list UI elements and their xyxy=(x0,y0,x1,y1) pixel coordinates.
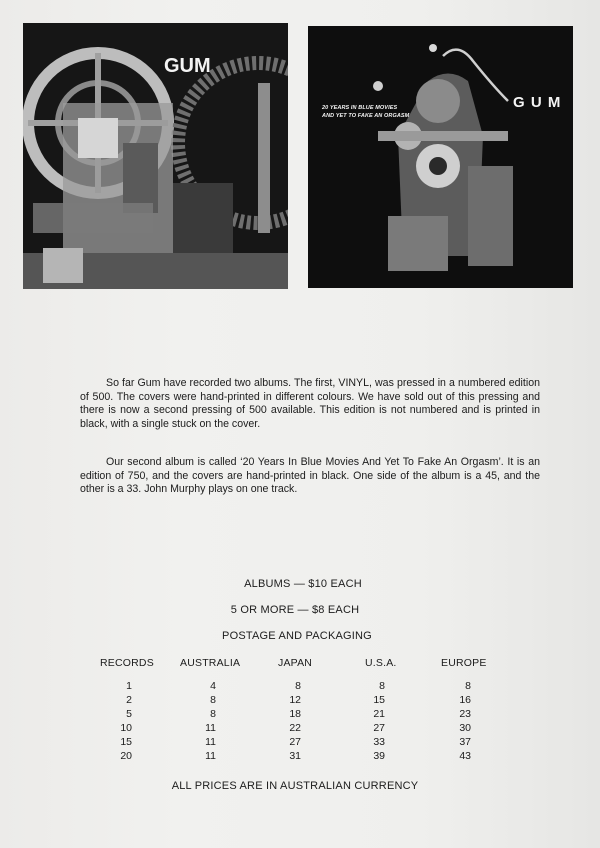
table-cell: 1 xyxy=(126,680,132,692)
table-cell: 21 xyxy=(373,708,385,720)
machinery-photo-left xyxy=(23,23,288,289)
header-usa: U.S.A. xyxy=(365,657,397,669)
table-cell: 31 xyxy=(289,750,301,762)
table-cell: 33 xyxy=(373,736,385,748)
table-cell: 15 xyxy=(120,736,132,748)
table-cell: 11 xyxy=(205,722,216,734)
paragraph-vinyl: So far Gum have recorded two albums. The first, VINYL, was pressed in a numbered edition of 500. The covers were hand-printed in different colours. We have sold out of this pressing and there is now a second pressing of 500 available. This edition is not numbered and is printed in black, with a single stuck on the cover. xyxy=(80,377,540,430)
table-cell: 27 xyxy=(289,736,301,748)
table-cell: 39 xyxy=(373,750,385,762)
cover-subtitle-right xyxy=(322,104,409,120)
table-cell: 27 xyxy=(373,722,385,734)
table-cell: 23 xyxy=(459,708,471,720)
table-cell: 30 xyxy=(459,722,471,734)
table-cell: 2 xyxy=(126,694,132,706)
table-cell: 22 xyxy=(289,722,301,734)
cover-subtitle-line-2: AND YET TO FAKE AN ORGASM xyxy=(322,113,410,119)
table-cell: 11 xyxy=(205,736,216,748)
table-cell: 37 xyxy=(459,736,471,748)
table-cell: 10 xyxy=(120,722,132,734)
table-cell: 8 xyxy=(210,708,216,720)
header-records: RECORDS xyxy=(100,657,154,669)
table-cell: 11 xyxy=(205,750,216,762)
table-cell: 4 xyxy=(210,680,216,692)
album-cover-20-years xyxy=(308,26,573,288)
table-cell: 8 xyxy=(379,680,385,692)
album-cover-vinyl xyxy=(23,23,288,289)
table-cell: 8 xyxy=(295,680,301,692)
table-cell: 20 xyxy=(120,750,132,762)
paragraph-second-album: Our second album is called ‘20 Years In Blue Movies And Yet To Fake An Orgasm’. It is an edition of 750, and the covers are hand-printed in black. One side of the album is a 45, and the other is a 33. John Murphy plays on one track. xyxy=(80,456,540,496)
header-australia: AUSTRALIA xyxy=(180,657,241,669)
table-cell: 8 xyxy=(465,680,471,692)
table-cell: 5 xyxy=(126,708,132,720)
currency-footer: ALL PRICES ARE IN AUSTRALIAN CURRENCY xyxy=(171,780,419,792)
machinery-photo-right xyxy=(308,26,573,288)
table-cell: 16 xyxy=(459,694,471,706)
table-cell: 18 xyxy=(289,708,301,720)
header-europe: EUROPE xyxy=(441,657,487,669)
table-cell: 43 xyxy=(459,750,471,762)
table-cell: 8 xyxy=(210,694,216,706)
cover-title-left: GUM xyxy=(164,55,211,77)
postage-title: POSTAGE AND PACKAGING xyxy=(222,630,372,642)
cover-title-right: G U M xyxy=(513,94,562,111)
header-japan: JAPAN xyxy=(278,657,313,669)
price-albums: ALBUMS — $10 EACH xyxy=(244,578,362,590)
table-cell: 15 xyxy=(373,694,385,706)
price-bulk: 5 OR MORE — $8 EACH xyxy=(230,604,360,616)
table-cell: 12 xyxy=(289,694,301,706)
cover-subtitle-line-1: 20 YEARS IN BLUE MOVIES xyxy=(322,105,398,111)
